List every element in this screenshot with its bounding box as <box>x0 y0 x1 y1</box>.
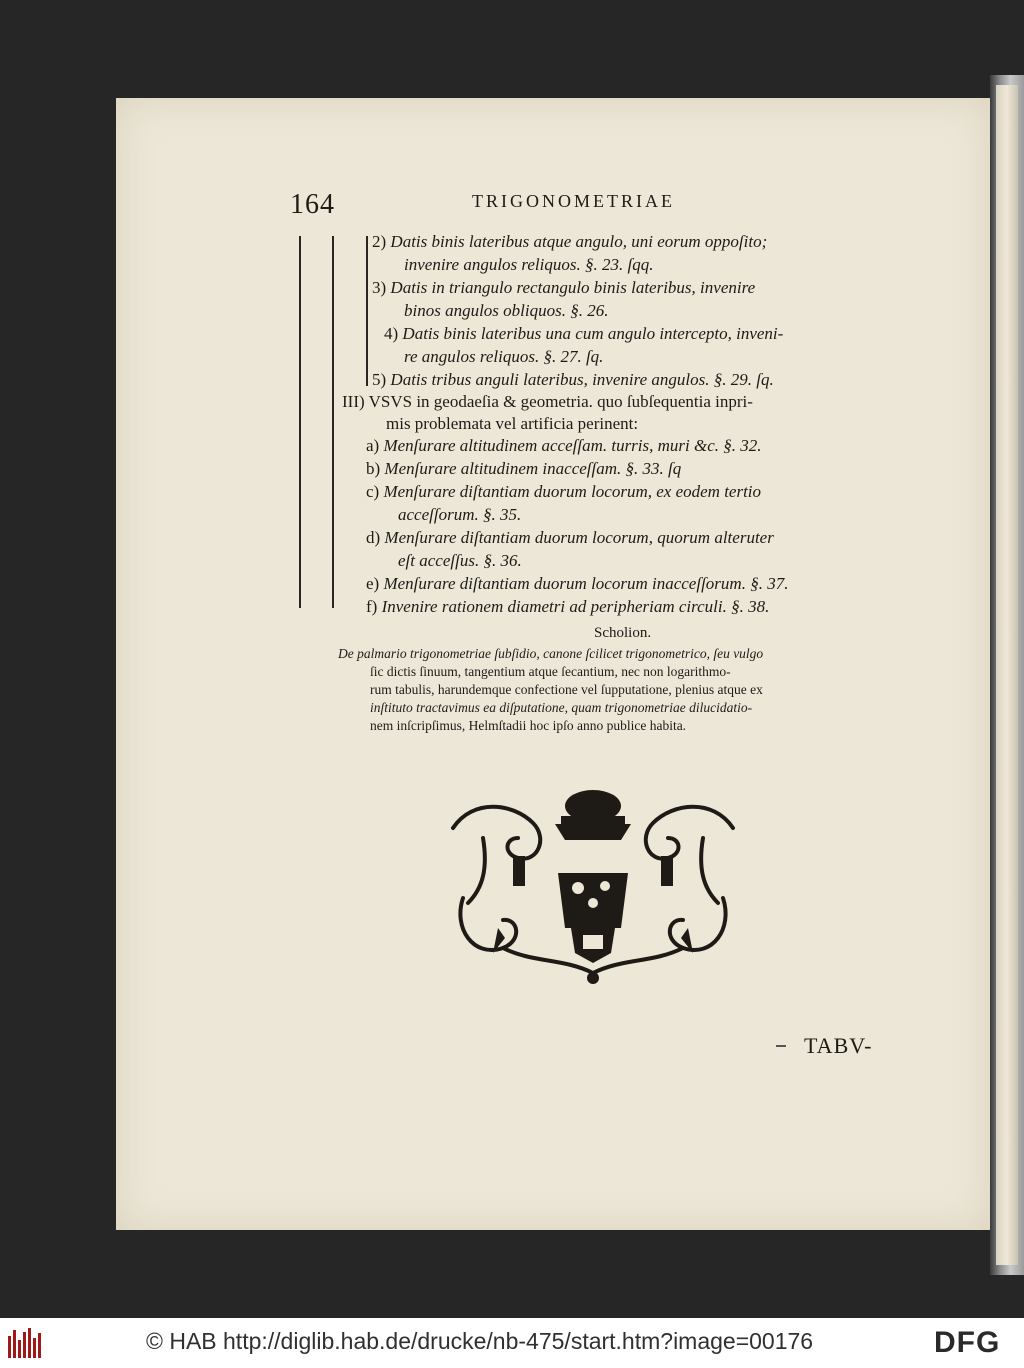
bracket-bar <box>332 236 334 608</box>
outline-line: binos angulos obliquos. §. 26. <box>404 301 609 320</box>
outline-line: re angulos reliquos. §. 27. ſq. <box>404 347 604 366</box>
page-number: 164 <box>290 189 335 220</box>
book-page <box>116 98 990 1230</box>
outline-line: mis problemata vel artificia perinent: <box>386 414 639 433</box>
outline-line: acceſſorum. §. 35. <box>398 505 522 524</box>
outline-line: 4) Datis binis lateribus una cum angulo intercepto, inveni- <box>384 324 784 343</box>
facing-page-edge <box>996 85 1018 1265</box>
outline-line: d) Menſurare diſtantiam duorum locorum, quorum alteruter <box>366 528 774 547</box>
scholion-heading: Scholion. <box>594 625 652 641</box>
outline-line: c) Menſurare diſtantiam duorum locorum, ex eodem tertio <box>366 482 762 501</box>
outline-line: 5) Datis tribus anguli lateribus, invenire angulos. §. 29. ſq. <box>372 370 774 389</box>
scholion-line: inſtituto tractavimus ea diſputatione, quam trigonometriae dilucidatio- <box>370 700 753 715</box>
hab-books-icon <box>8 1328 42 1358</box>
running-head: TRIGONOMETRIAE <box>472 191 675 211</box>
outline-line: eſt acceſſus. §. 36. <box>398 551 522 570</box>
outline-line: III) VSVS in geodaeſia & geometria. quo ſubſequentia inpri- <box>342 392 753 411</box>
copyright-link[interactable]: © HAB http://diglib.hab.de/drucke/nb-475/start.htm?image=00176 <box>146 1328 814 1354</box>
outline-line: e) Menſurare diſtantiam duorum locorum inacceſſorum. §. 37. <box>366 574 789 593</box>
bracket-bar <box>366 236 368 386</box>
outline-line: invenire angulos reliquos. §. 23. ſqq. <box>404 255 654 274</box>
outline-line: 2) Datis binis lateribus atque angulo, uni eorum oppoſito; <box>372 232 768 251</box>
attribution-footer <box>0 1318 1024 1368</box>
outline-line: a) Menſurare altitudinem acceſſam. turris, muri &c. §. 32. <box>366 436 762 455</box>
scholion-line: De palmario trigonometriae ſubſidio, canone ſcilicet trigonometrico, ſeu vulgo <box>338 646 764 661</box>
outline-line: b) Menſurare altitudinem inacceſſam. §. 33. ſq <box>366 459 682 478</box>
bracket-bar <box>299 236 301 608</box>
outline-line: f) Invenire rationem diametri ad peripheriam circuli. §. 38. <box>366 597 770 616</box>
scholion-line: ſic dictis ſinuum, tangentium atque ſecantium, nec non logarithmo- <box>370 664 731 679</box>
catchword: TABV- <box>804 1033 873 1058</box>
baroque-ornament-vignette <box>443 778 743 988</box>
catchword-dash <box>776 1045 786 1047</box>
dfg-logo: DFG <box>934 1326 1001 1359</box>
scholion-line: rum tabulis, harundemque confectione vel ſupputatione, plenius atque ex <box>370 682 763 697</box>
scholion-line: nem inſcripſimus, Helmſtadii hoc ipſo anno publice habita. <box>370 718 687 733</box>
outline-line: 3) Datis in triangulo rectangulo binis lateribus, invenire <box>372 278 756 297</box>
